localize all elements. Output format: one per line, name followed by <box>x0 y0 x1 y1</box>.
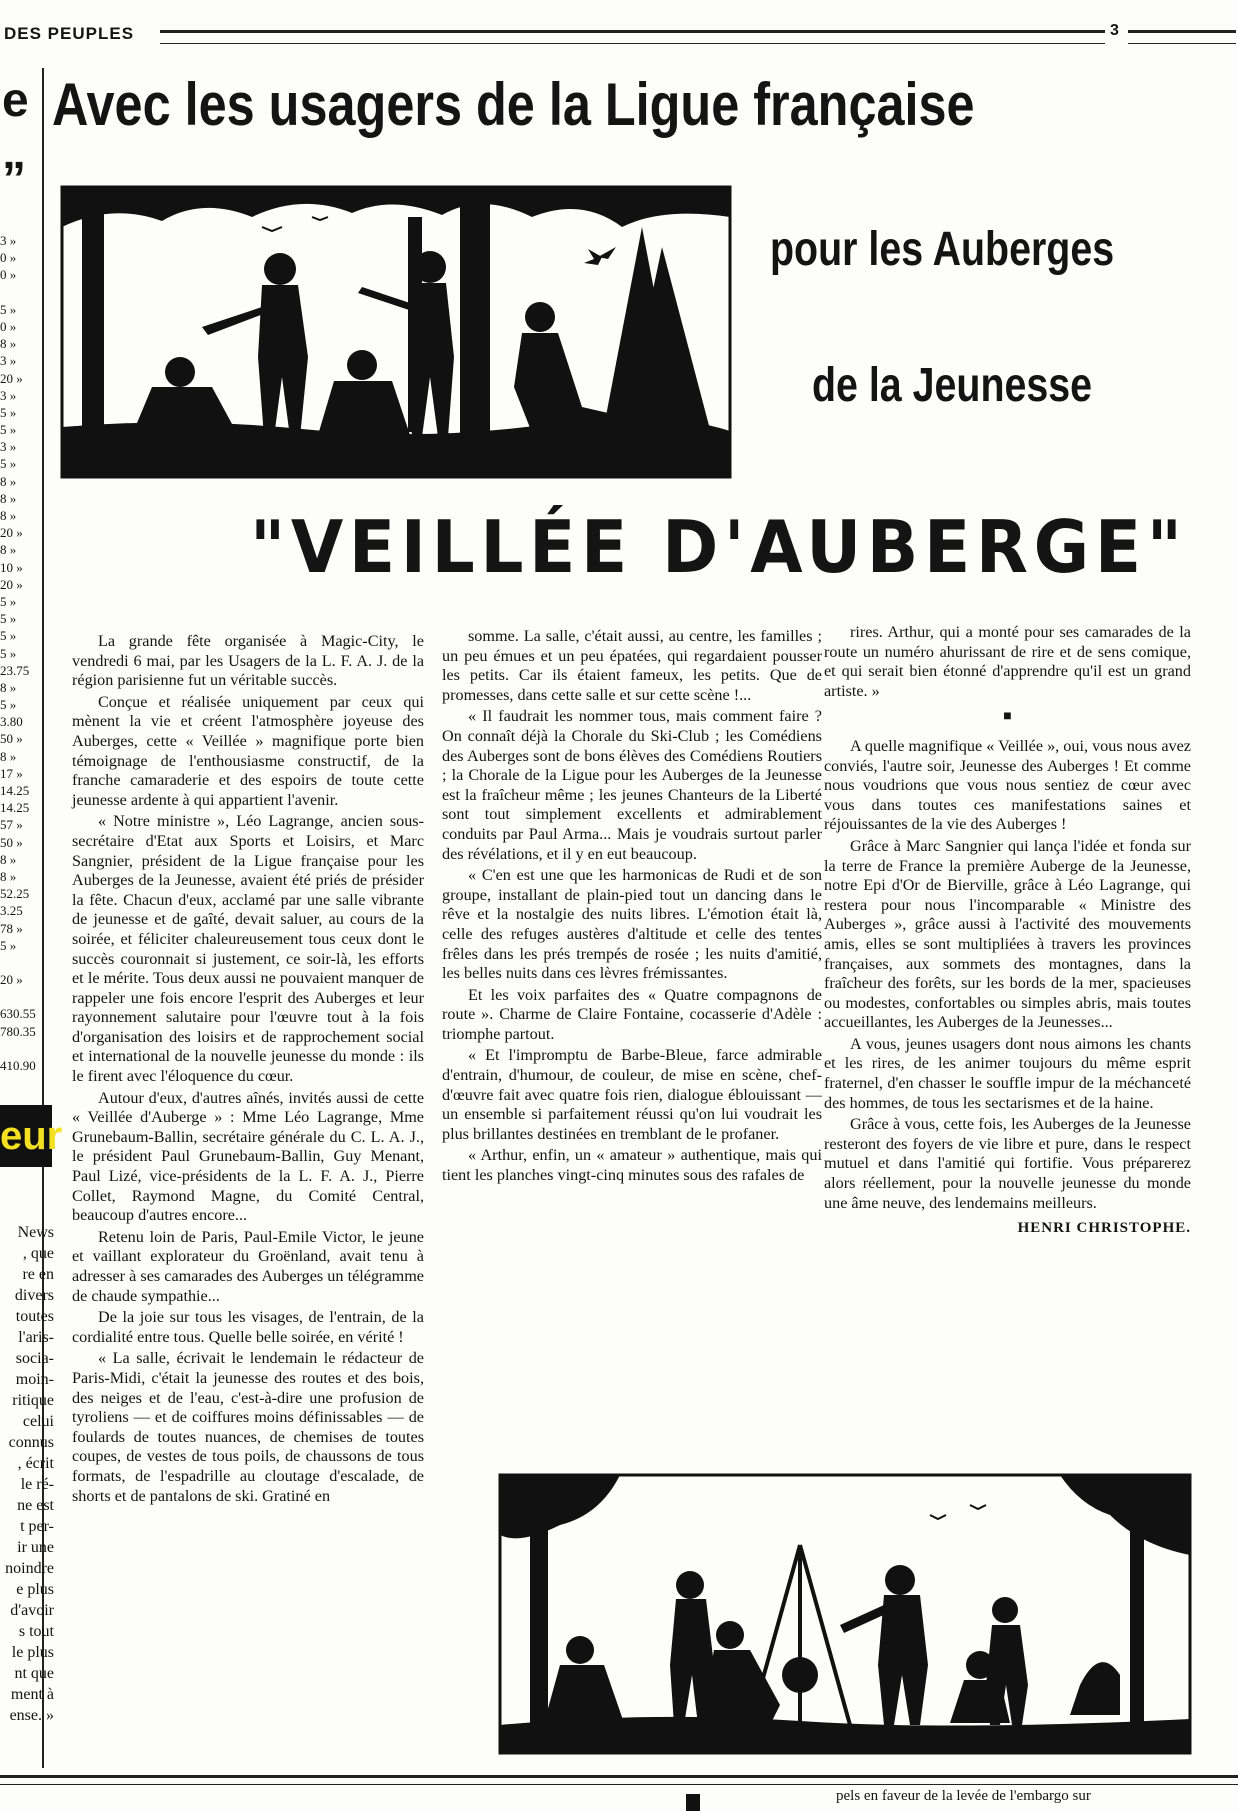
left-figure-line: 23.75 <box>0 662 30 678</box>
musicians-silhouette-illustration <box>62 187 730 477</box>
left-text-line: nt que <box>14 1665 54 1682</box>
left-figure-line: 8 » <box>0 473 17 489</box>
left-figure-line <box>0 284 40 301</box>
paragraph: « Notre ministre », Léo Lagrange, ancien sous-secrétaire d'Etat aux Sports et Loisirs, et Marc Sangnier, président de la Ligue française pour les Auberges de la Jeunesse, avaient été priés de présider la fête. Chacun d'eux, acclamé par une salle vibrante de jeunesse et de gaîté, devait saluer, au cours de la soirée, et féliciter chaleureusement tous ceux dont le succès couronnait si justement, ce soir-là, les efforts et le mérite. Tous deux aussi ne pouvaient manquer de rappeler une fois encore l'esprit des Auberges et leur rayonnement salutaire pour l'œuvre tout à la fois d'organisation des loisirs et de rapprochement social et international de la nouvelle jeunesse du monde : ils le firent avec l'éloquence du cœur. <box>72 812 424 1086</box>
paragraph: « Arthur, enfin, un « amateur » authentique, mais qui tient les planches vingt-cinq minutes sous des rafales de <box>442 1146 822 1185</box>
left-figure-line: 630.55 <box>0 1006 36 1022</box>
left-figure-line: 50 » <box>0 834 23 850</box>
left-figure-line: 20 » <box>0 525 23 541</box>
paragraph: La grande fête organisée à Magic-City, le vendredi 6 mai, par les Usagers de la L. F. A. J. de la région parisienne fut un véritable succès. <box>72 632 424 690</box>
author-signature: HENRI CHRISTOPHE. <box>1017 1220 1191 1237</box>
left-figure-line: 10 » <box>0 559 23 575</box>
left-figure-line: 8 » <box>0 851 17 867</box>
left-figure-line: 78 » <box>0 920 23 936</box>
left-figure-line: 3 » <box>0 387 17 403</box>
left-glyph-2: „ <box>2 126 26 179</box>
left-text-line: ir une <box>17 1539 54 1556</box>
left-figure-line: 5 » <box>0 301 17 317</box>
left-figure-line: 8 » <box>0 542 17 558</box>
left-figure-line: 8 » <box>0 868 17 884</box>
article-column-3 <box>824 623 1191 1239</box>
left-text-line: , que <box>22 1245 54 1262</box>
paragraph: « La salle, écrivait le lendemain le rédacteur de Paris-Midi, c'était la jeunesse des routes et des bois, des neiges et de l'eau, c'est-à-dire une profusion de tyroliens — et de coiffures moins définissables — de foulards de toutes nuances, de chemises de toutes coupes, de vestes de tous poils, de chaussons de tous formats, de l'espadrille au cloutage d'escalade, de shorts et de pantalons de ski. Gratiné en <box>72 1349 424 1505</box>
left-figure-line: 5 » <box>0 937 17 953</box>
left-text-line: toutes <box>15 1308 54 1325</box>
bottom-mark <box>686 1794 700 1811</box>
left-column-figures <box>0 232 40 1074</box>
paragraph: De la joie sur tous les visages, de l'entrain, de la cordialité entre tous. Quelle belle soirée, en vérité ! <box>72 1308 424 1346</box>
left-column-text-fragments <box>0 1222 54 1726</box>
left-figure-line: 5 » <box>0 611 17 627</box>
left-figure-line: 50 » <box>0 731 23 747</box>
left-figure-line: 3 » <box>0 439 17 455</box>
left-figure-line: 3 » <box>0 353 17 369</box>
left-text-line: celui <box>22 1413 54 1430</box>
left-text-line: ritique <box>12 1392 54 1409</box>
paragraph: A quelle magnifique « Veillée », oui, vous nous avez conviés, l'autre soir, Jeunesse des Auberges ! Et comme nous voudrions que vous nous sentiez de cœur avec vous dans toutes ces manifestations saines et réjouissantes de la vie des Auberges ! <box>824 736 1191 834</box>
article-column-1 <box>72 632 424 1508</box>
left-text-line: s tout <box>18 1623 54 1640</box>
left-figure-line: 3.80 <box>0 714 23 730</box>
bottom-rule <box>0 1775 1238 1785</box>
left-text-line: ense. » <box>9 1707 54 1724</box>
left-figure-line: 5 » <box>0 456 17 472</box>
left-glyph-1: e <box>2 74 29 127</box>
left-figure-line: 8 » <box>0 679 17 695</box>
left-figure-line: 5 » <box>0 697 17 713</box>
header-rule <box>160 30 1105 44</box>
left-text-line: ment à <box>10 1686 54 1703</box>
left-text-line: d'avoir <box>10 1602 54 1619</box>
left-figure-line: 0 » <box>0 250 17 266</box>
campfire-silhouette-illustration <box>500 1475 1190 1753</box>
left-text-line: re en <box>22 1266 54 1283</box>
left-figure-line: 8 » <box>0 336 17 352</box>
left-figure-line: 0 » <box>0 318 17 334</box>
left-figure-line: 8 » <box>0 490 17 506</box>
left-figure-line: 5 » <box>0 404 17 420</box>
left-text-line: , écrit <box>17 1455 54 1472</box>
left-text-line: moin- <box>15 1371 54 1388</box>
left-figure-line: 20 » <box>0 370 23 386</box>
left-text-line: ne est <box>17 1497 54 1514</box>
paragraph: « C'en est une que les harmonicas de Rudi et de son groupe, installant de plain-pied tout un dancing dans le rêve et la nostalgie des nuits libres. L'émotion était là, celle des refuges austères d'altitude et celle des tentes frêles dans les prés trempés de rosée ; les nuits d'amitié, les belles nuits dans ces lèvres frémissantes. <box>442 866 822 983</box>
left-text-line: l'aris- <box>18 1329 54 1346</box>
left-text-line: e plus <box>16 1581 54 1598</box>
header-rule-right <box>1128 30 1236 44</box>
left-figure-line: 14.25 <box>0 800 30 816</box>
paragraph: « Et l'impromptu de Barbe-Bleue, farce admirable d'entrain, d'humour, de couleur, de mise en scène, chef-d'œuvre fait avec quatre fois rien, dialogue éblouissant — un ensemble si parfaitement réussi qu'on lui voudrait les plus brillantes destinées en tremblant de le profaner. <box>442 1046 822 1143</box>
section-separator: ■ <box>1003 709 1012 725</box>
paragraph: Retenu loin de Paris, Paul-Emile Victor, le jeune et vaillant explorateur du Groënland, avait tenu à adresser à ses camarades des Auberges un télégramme de chaude sympathie... <box>72 1227 424 1305</box>
left-text-line: le plus <box>11 1644 54 1661</box>
left-figure-line: 780.35 <box>0 1023 36 1039</box>
paragraph: somme. La salle, c'était aussi, au centre, les familles ; un peu émues et un peu épatées, qui regardaient pousser les petits. Car ils étaient fameux, les petits. Que de promesses, dans cette salle et sur cette scène !... <box>442 627 822 704</box>
paragraph: Grâce à vous, cette fois, les Auberges de la Jeunesse resteront des foyers de vie libre et pure, dans le respect mutuel et dans l'amitié qui fortifie. Vous préparerez alors réellement, pour la nouvelle jeunesse du monde une âme neuve, des lendemains meilleurs. <box>824 1115 1191 1212</box>
left-column-banner: eur <box>0 1105 52 1167</box>
left-figure-line: 17 » <box>0 765 23 781</box>
left-text-line: News <box>17 1224 54 1241</box>
feature-title: "VEILLÉE D'AUBERGE" <box>250 505 1188 589</box>
paragraph: A vous, jeunes usagers dont nous aimons les chants et les rires, de les animer toujours du même esprit fraternel, d'en chasser le souffle impur de la méchanceté des hommes, de tous les sectarismes et de la haine. <box>824 1034 1191 1112</box>
left-text-line: t per- <box>20 1518 54 1535</box>
left-figure-line: 5 » <box>0 645 17 661</box>
left-figure-line: 8 » <box>0 748 17 764</box>
masthead-section-name: DES PEUPLES <box>4 24 135 43</box>
page-number: 3 <box>1110 22 1119 39</box>
paragraph: Autour d'eux, d'autres aînés, invités aussi de cette « Veillée d'Auberge » : Mme Léo Lagrange, Mme Grunebaum-Ballin, secrétaire générale du C. L. A. J., le président Paul Grunebaum-Ballin, Guy Menant, Paul Lizé, vice-présidents de la L. F. A. J., Pierre Collet, Raymond Magne, du Comité Central, beaucoup d'autres encore... <box>72 1088 424 1225</box>
left-text-line: divers <box>14 1287 54 1304</box>
left-figure-line: 57 » <box>0 817 23 833</box>
left-figure-line: 20 » <box>0 576 23 592</box>
article-subheadline-1: pour les Auberges <box>770 223 1115 276</box>
left-text-line: connus <box>8 1434 54 1451</box>
article-subheadline-2: de la Jeunesse <box>812 359 1093 412</box>
paragraph: rires. Arthur, qui a monté pour ses camarades de la route un numéro ahurissant de rire et de sens comique, et qui serait bien étonné d'apprendre qu'il est un grand artiste. » <box>824 623 1191 700</box>
article-column-2 <box>442 627 822 1188</box>
paragraph: Et les voix parfaites des « Quatre compagnons de route ». Charme de Claire Fontaine, cocasserie d'Adèle : triomphe partout. <box>442 985 822 1043</box>
left-figure-line <box>0 988 40 1005</box>
next-article-fragment: pels en faveur de la levée de l'embargo sur <box>836 1788 1091 1804</box>
left-figure-line: 0 » <box>0 267 17 283</box>
paragraph: « Il faudrait les nommer tous, mais comment faire ? On connaît déjà la Chorale du Ski-Club ; les Comédiens des Auberges sont de bons élèves des Comédiens Routiers ; la Chorale de la Ligue pour les Auberges de la Jeunesse est la fraîcheur même ; les jeunes Chanteurs de la Liberté sont tout simplement excellents et admirablement conduits par Paul Arma... Mais je voudrais surtout parler des révélations, et il y en eut beaucoup. <box>442 707 822 863</box>
left-figure-line: 5 » <box>0 422 17 438</box>
paragraph: Conçue et réalisée uniquement par ceux qui mènent la vie et créent l'atmosphère joyeuse des Auberges, cette « Veillée » magnifique porte bien témoignage de l'enthousiasme constructif, de la franche camaraderie et des espoirs de toute cette jeunesse ardente à qui appartient l'avenir. <box>72 692 424 809</box>
left-text-line: socia- <box>15 1350 54 1367</box>
left-text-line: le ré- <box>20 1476 54 1493</box>
left-figure-line: 5 » <box>0 593 17 609</box>
left-figure-line: 5 » <box>0 628 17 644</box>
left-figure-line: 14.25 <box>0 783 30 798</box>
left-figure-line: 20 » <box>0 972 23 988</box>
left-text-line: noindre <box>5 1560 54 1577</box>
paragraph: Grâce à Marc Sangnier qui lança l'idée et fonda sur la terre de France la première Auberge de la Jeunesse, notre Epi d'Or de Bierville, grâce à Léo Lagrange, qui restera pour nous l'incomparable « Ministre des Auberges », grâce aussi à l'activité des mouvements amis, elles se sont multipliées à travers les provinces françaises, aux sommets des montagnes, dans la fraîcheur des forêts, sur les bords de la mer, spacieuses ou modestes, confortables ou simples abris, mais toutes accueillantes, les Auberges de la Jeunesses... <box>824 836 1191 1032</box>
left-figure-line: 410.90 <box>0 1058 36 1073</box>
left-figure-line: 3 » <box>0 233 17 248</box>
left-figure-line: 3.25 <box>0 903 23 919</box>
left-figure-line <box>0 954 40 971</box>
left-column-headline-fragment <box>2 75 29 179</box>
left-figure-line: 52.25 <box>0 886 30 902</box>
left-figure-line: 8 » <box>0 508 17 523</box>
article-headline: Avec les usagers de la Ligue française <box>52 71 975 138</box>
left-figure-line <box>0 1040 40 1057</box>
